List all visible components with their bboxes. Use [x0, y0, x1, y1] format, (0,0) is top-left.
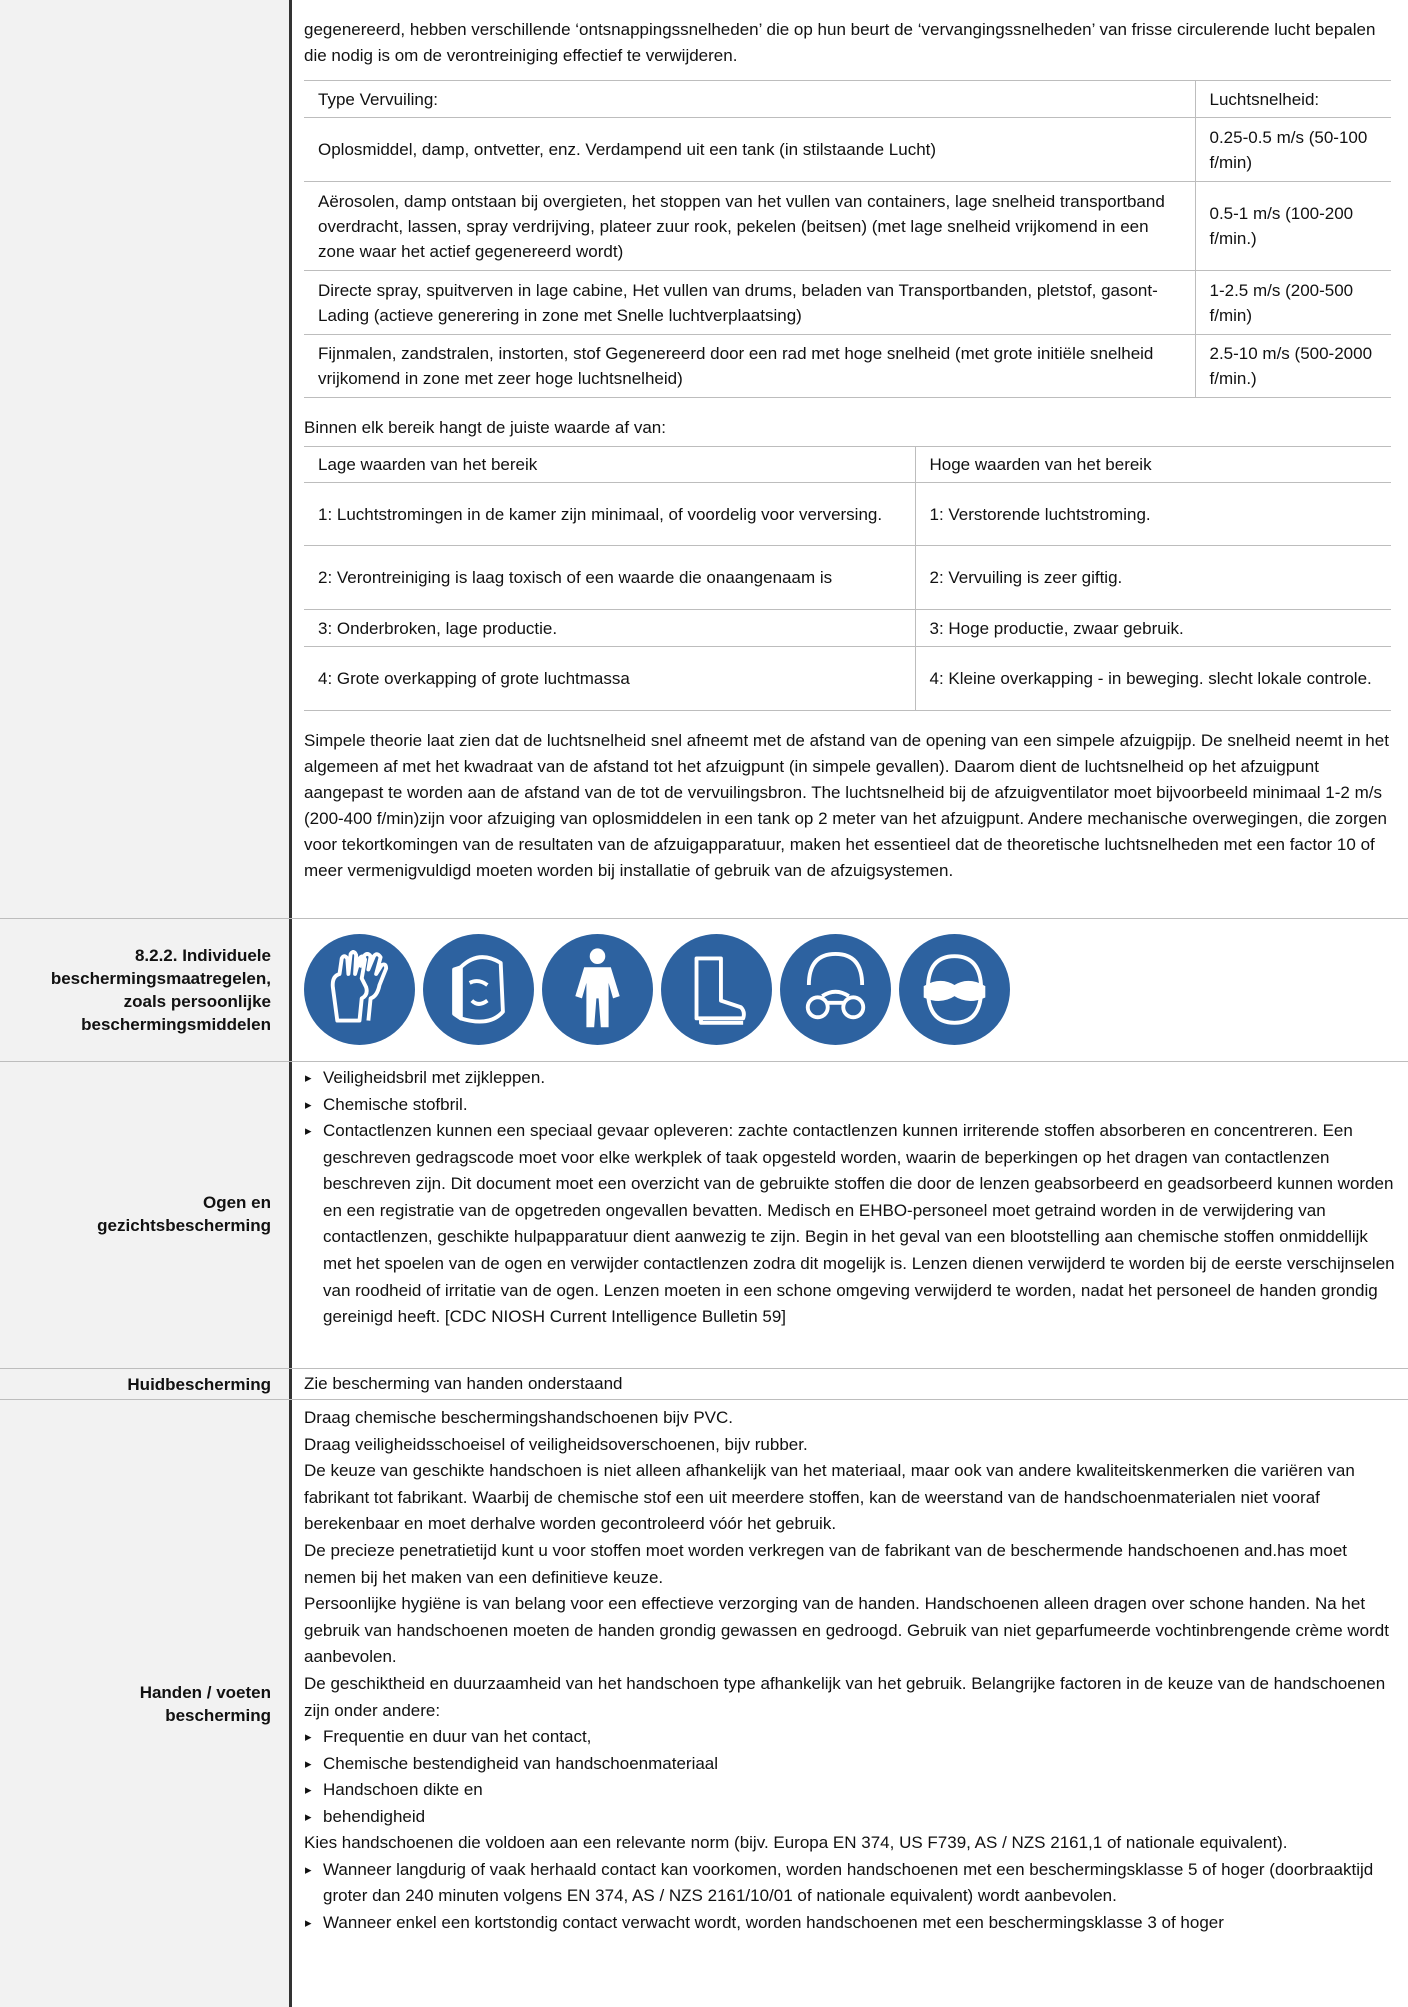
range-table: [304, 446, 1391, 711]
table-row: [304, 118, 1391, 182]
paragraph: De precieze penetratietijd kunt u voor stoffen moet worden verkregen van de fabrikant van de beschermende handschoenen and.has moet nemen bij het maken van een definitieve keuze.: [304, 1540, 1348, 1587]
table-cell: Directe spray, spuitverven in lage cabine, Het vullen van drums, beladen van Transportbanden, pletstof, gasont- Lading (actieve generering in zone met Snelle luchtverplaatsing): [304, 271, 1195, 335]
paragraph: De geschiktheid en duurzaamheid van het handschoen type afhankelijk van het gebruik. Belangrijke factoren in de keuze van de handschoenen zijn onder andere:: [304, 1673, 1386, 1720]
eye-protection-section: [0, 1062, 1408, 1368]
paragraph: Persoonlijke hygiëne is van belang voor een effectieve verzorging van de handen. Handschoenen alleen dragen over schone handen. Na het gebruik van handschoenen moeten de handen grondig gewassen en gedroogd. Gebruik van niet geparfumeerde vochtinbrengende crème wordt aanbevolen.: [304, 1594, 1389, 1667]
table-cell: 1: Luchtstromingen in de kamer zijn minimaal, of voordelig voor verversing.: [304, 483, 915, 546]
table-row: [304, 182, 1391, 271]
table-cell: 3: Hoge productie, zwaar gebruik.: [915, 610, 1391, 647]
safety-boots-icon: [661, 934, 772, 1045]
hand-protection-label: Handen / voeten bescherming: [139, 1683, 271, 1725]
list-item: ▸ Contactlenzen kunnen een speciaal gevaar opleveren: zachte contactlenzen kunnen irriterende stoffen absorberen en concentreren. Een geschreven gedragscode moet voor elke werkplek of taak opgesteld worden, waarin de beperkingen op het dragen van contactlenzen beschreven zijn. Dit document moet een overzicht van de gebruikte stoffen die door de lenzen geabsorbeerd en geadsorbeerd kunnen worden en een registratie van de opgetreden ongevallen bevatten. Medisch en EHBO-personeel moet getraind worden in de verwijdering van contactlenzen, geschikte hulpapparatuur dient aanwezig te zijn. Begin in het geval van een blootstelling aan chemische stoffen onmiddellijk met het spoelen van de ogen en verwijder contactlenzen zodra dit mogelijk is. Lenzen dienen verwijderd te worden bij de eerste verschijnselen van roodheid of irritatie van de ogen. Lenzen moeten in een schone omgeving verwijderd te worden, nadat het personeel de handen grondig gereinigd heeft. [CDC NIOSH Current Intelligence Bulletin 59]: [293, 1118, 1397, 1331]
list-item: ▸ behendigheid: [293, 1804, 1396, 1831]
list-item: ▸ Veiligheidsbril met zijkleppen.: [293, 1065, 1397, 1092]
ventilation-section: [0, 0, 1408, 918]
table-cell: Aërosolen, damp ontstaan bij overgieten, het stoppen van het vullen van containers, lage snelheid transportband overdracht, lassen, spray verdrijving, plateer zuur rook, pekelen (beitsen) (met lage snelheid vrijkomend in een zone waar het actief gegenereerd wordt): [304, 182, 1195, 271]
table-cell: 4: Kleine overkapping - in beweging. slecht lokale controle.: [915, 647, 1391, 711]
face-shield-icon: [423, 934, 534, 1045]
list-item: ▸ Handschoen dikte en: [293, 1777, 1396, 1804]
table-cell: 1-2.5 m/s (200-500 f/min): [1195, 271, 1391, 335]
table-row: [304, 81, 1391, 118]
list-item: ▸ Wanneer langdurig of vaak herhaald contact kan voorkomen, worden handschoenen met een beschermingsklasse 5 of hoger (doorbraaktijd groter dan 240 minuten volgens EN 374, AS / NZS 2161/10/01 of nationale equivalent) wordt aanbevolen.: [293, 1857, 1396, 1910]
skin-protection-label: Huidbescherming: [127, 1375, 271, 1394]
table-cell: 0.5-1 m/s (100-200 f/min.): [1195, 182, 1391, 271]
hand-protection-section: [0, 1400, 1408, 2007]
safety-goggles-icon: [899, 934, 1010, 1045]
table-cell: 2: Verontreiniging is laag toxisch of een waarde die onaangenaam is: [304, 546, 915, 610]
table-row: [304, 546, 1391, 610]
table-row: [304, 647, 1391, 711]
table-row: [304, 447, 1391, 483]
list-item: ▸ Chemische bestendigheid van handschoenmateriaal: [293, 1751, 1396, 1778]
table-header: Type Vervuiling:: [304, 81, 1195, 118]
table-cell: 1: Verstorende luchtstroming.: [915, 483, 1391, 546]
skin-protection-text: Zie bescherming van handen onderstaand: [304, 1374, 623, 1393]
left-label-cell: [0, 0, 289, 918]
range-intro: Binnen elk bereik hangt de juiste waarde af van:: [304, 418, 666, 437]
table-row: [304, 610, 1391, 647]
table-header: Hoge waarden van het bereik: [915, 447, 1391, 483]
table-cell: 2.5-10 m/s (500-2000 f/min.): [1195, 335, 1391, 398]
table-header: Luchtsnelheid:: [1195, 81, 1391, 118]
table-row: [304, 335, 1391, 398]
eye-protection-label: Ogen en gezichtsbescherming: [97, 1193, 271, 1235]
paragraph: Draag chemische beschermingshandschoenen bijv PVC.: [304, 1408, 734, 1427]
intro-paragraph: gegenereerd, hebben verschillende ‘ontsnappingssnelheden’ die op hun beurt de ‘vervangingssnelheden’ van frisse circulerende lucht bepalen die nodig is om de verontreiniging effectief te verwijderen.: [304, 20, 1376, 65]
theory-paragraph: Simpele theorie laat zien dat de luchtsnelheid snel afneemt met de afstand van de opening van een simpele afzuigpijp. De snelheid neemt in het algemeen af met het kwadraat van de afstand tot het afzuigpunt (in simpele gevallen). Daarom dient de luchtsnelheid op het afzuigpunt aangepast te worden aan de afstand van de tot de vervuilingsbron. The luchtsnelheid bij de afzuigventilator moet bijvoorbeeld minimaal 1-2 m/s (200-400 f/min)zijn voor afzuiging van oplosmiddelen in een tank op 2 meter van het afzuigpunt. Andere mechanische overwegingen, die zorgen voor tekortkomingen van de resultaten van de afzuigapparatuur, maken het essentieel dat de theoretische luchtsnelheden met een factor 10 of meer vermenigvuldigd moeten worden bij installatie of gebruik van de afzuigsystemen.: [304, 731, 1389, 880]
table-row: [304, 483, 1391, 546]
table-row: [304, 271, 1391, 335]
table-cell: 4: Grote overkapping of grote luchtmassa: [304, 647, 915, 711]
table-cell: 3: Onderbroken, lage productie.: [304, 610, 915, 647]
table-cell: 2: Vervuiling is zeer giftig.: [915, 546, 1391, 610]
paragraph: De keuze van geschikte handschoen is niet alleen afhankelijk van het materiaal, maar ook van andere kwaliteitskenmerken die variëren van fabrikant tot fabrikant. Waarbij de chemische stof een uit meerdere stoffen, kan de weerstand van de handschoenmaterialen niet vooraf berekenbaar en moet derhalve worden gecontroleerd vóór het gebruik.: [304, 1461, 1355, 1534]
paragraph: Draag veiligheidsschoeisel of veiligheidsoverschoenen, bijv rubber.: [304, 1434, 808, 1454]
list-item: ▸ Frequentie en duur van het contact,: [293, 1724, 1396, 1751]
protective-suit-icon: [542, 934, 653, 1045]
velocity-table: [304, 80, 1391, 398]
paragraph: Kies handschoenen die voldoen aan een relevante norm (bijv. Europa EN 374, US F739, AS / NZS 2161,1 of nationale equivalent).: [304, 1833, 1288, 1853]
ppe-label: 8.2.2. Individuele beschermingsmaatregelen, zoals persoonlijke beschermingsmiddelen: [50, 946, 271, 1034]
table-cell: 0.25-0.5 m/s (50-100 f/min): [1195, 118, 1391, 182]
class-list: [293, 1857, 1396, 1937]
table-cell: Fijnmalen, zandstralen, instorten, stof Gegenereerd door een rad met hoge snelheid (met grote initiële snelheid vrijkomend in zone met zeer hoge luchtsnelheid): [304, 335, 1195, 398]
list-item: ▸ Wanneer enkel een kortstondig contact verwacht wordt, worden handschoenen met een beschermingsklasse 3 of hoger: [293, 1910, 1396, 1937]
table-cell: Oplosmiddel, damp, ontvetter, enz. Verdampend uit een tank (in stilstaande Lucht): [304, 118, 1195, 182]
hand-protection-content: [304, 1405, 1396, 1936]
ppe-section: [0, 919, 1408, 1061]
respirator-icon: [780, 934, 891, 1045]
factor-list: [293, 1724, 1396, 1830]
gloves-icon: [304, 934, 415, 1045]
list-item: ▸ Chemische stofbril.: [293, 1092, 1397, 1119]
eye-protection-list: [293, 1065, 1397, 1331]
table-header: Lage waarden van het bereik: [304, 447, 915, 483]
skin-protection-section: [0, 1369, 1408, 1399]
